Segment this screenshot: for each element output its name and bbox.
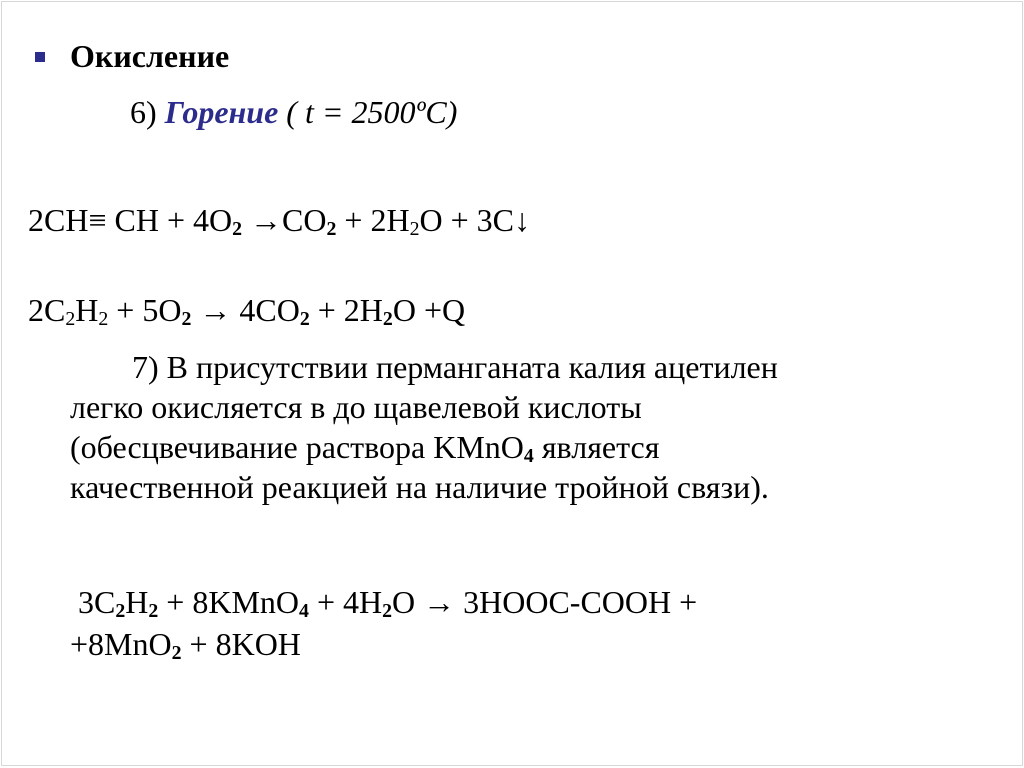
item-7-line-1: 7) В присутствии перманганата калия ацетилен <box>132 349 778 385</box>
equation-2: $2C_2H_2 + 5O_2 \to 4CO_2 + 2H_2O +Q$ <box>28 292 466 330</box>
bullet-square-icon <box>35 52 45 62</box>
item-6-cond-open: ( <box>286 94 305 130</box>
item-7-line-4: качественной реакцией на наличие тройной связи). <box>70 469 769 505</box>
equation-1: 2CH≡ CH + $4O_2 \to CO_2 + 2H_2O$ + 3C↓ <box>28 202 530 240</box>
item-6-title: Горение <box>164 94 279 130</box>
item-6-line <box>130 92 457 132</box>
item-7-line-2: легко окисляется в до щавелевой кислоты <box>70 389 642 425</box>
heading: Окисление <box>70 38 230 74</box>
item-7-paragraph <box>70 347 970 507</box>
item-6-condition: t = 2500ºC) <box>304 94 458 130</box>
equation-3-line-1: $3C_2H_2$ + 8KMnO$_4$ + $4H_2O$ → 3HOOC-COOH + <box>78 584 698 622</box>
item-6-number: 6) <box>130 94 157 130</box>
equation-3-line-2: +8MnO$_2$ + 8KOH <box>70 626 301 664</box>
item-7-line-3: (обесцвечивание раствора KMnO$_4$ является <box>70 429 660 467</box>
slide <box>1 1 1023 766</box>
